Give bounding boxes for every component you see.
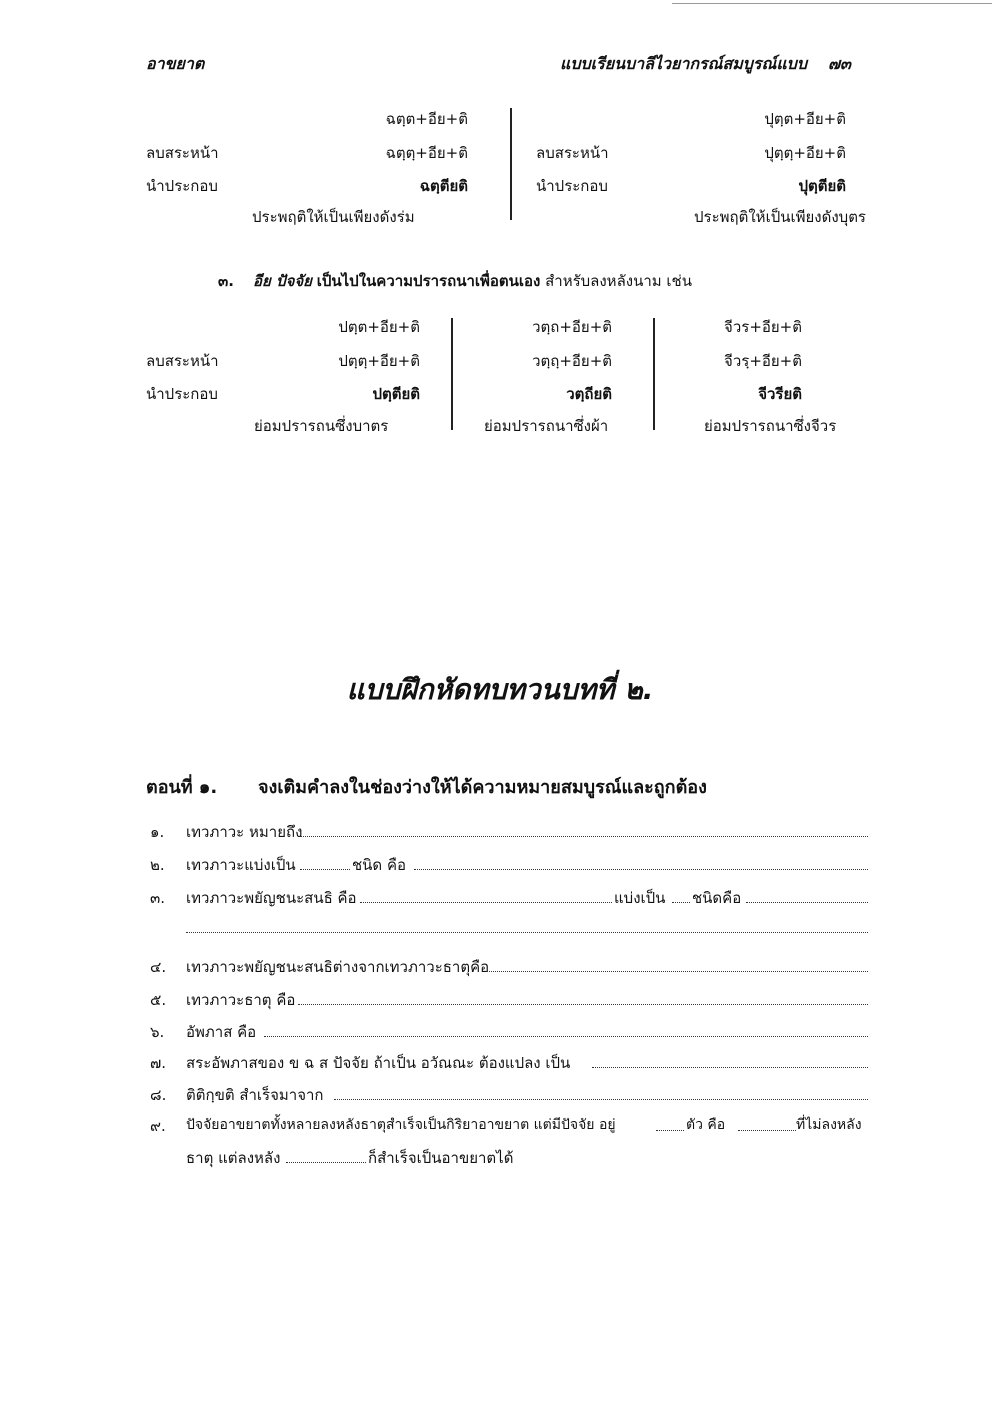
t2-c3-result: จีวรียติ: [758, 385, 802, 403]
table1-divider: [510, 108, 512, 220]
t1-left-delete-formula: ฉตฺตฺ+อีย+ติ: [385, 144, 468, 162]
item-6-number: ๖.: [150, 1023, 165, 1041]
t2-c1-result: ปตฺตียติ: [372, 385, 420, 403]
header-left: อาขยาต: [146, 54, 205, 73]
item-7-text: สระอัพภาสของ ข ฉ ส ปัจจัย ถ้าเป็น อวัณณะ ต้องแปลง เป็น: [186, 1054, 571, 1072]
item-2-text-a: เทวภาวะแบ่งเป็น: [186, 856, 296, 874]
t1-right-delete-formula: ปุตฺตฺ+อีย+ติ: [764, 144, 846, 162]
t1-left-result: ฉตฺตียติ: [419, 177, 468, 195]
item-9-number: ๙.: [150, 1117, 166, 1135]
t2-delete-label: ลบสระหน้า: [146, 352, 219, 370]
t2-c1-formula: ปตฺต+อีย+ติ: [338, 318, 420, 336]
item-5-blank[interactable]: [298, 1004, 868, 1005]
t1-right-result: ปุตฺตียติ: [798, 177, 846, 195]
item-6-text: อัพภาส คือ: [186, 1023, 257, 1041]
item-7-number: ๗.: [150, 1054, 167, 1072]
item-5-number: ๕.: [150, 991, 167, 1009]
item-9-blank-1[interactable]: [656, 1130, 684, 1131]
t2-combine-label: นำประกอบ: [146, 385, 218, 403]
item-3-text-a: เทวภาวะพยัญชนะสนธิ คือ: [186, 889, 357, 907]
item-3-text-b: แบ่งเป็น: [614, 889, 666, 907]
item-4-blank[interactable]: [486, 971, 868, 972]
t2-c1-meaning: ย่อมปรารถนซึ่งบาตร: [254, 417, 389, 435]
t1-right-formula: ปุตฺต+อีย+ติ: [764, 110, 846, 128]
item-8-text: ติติกฺขติ สำเร็จมาจาก: [186, 1086, 324, 1104]
item-9-text-a: ปัจจัยอาขยาตทั้งหลายลงหลังธาตุสำเร็จเป็นกิริยาอาขยาต แต่มีปัจจัย อยู่: [186, 1117, 616, 1133]
item-7-blank[interactable]: [592, 1067, 868, 1068]
item-1-blank[interactable]: [300, 836, 868, 837]
item-9-blank-3[interactable]: [286, 1162, 366, 1163]
item-1-number: ๑.: [150, 823, 165, 841]
part-label: ตอนที่ ๑.: [146, 777, 218, 798]
item-3-blank-2[interactable]: [672, 902, 690, 903]
section3-number: ๓.: [218, 272, 234, 290]
item-9-line2-b: ก็สำเร็จเป็นอาขยาตได้: [368, 1149, 514, 1167]
section3-term: อีย ปัจจัย: [253, 272, 312, 290]
item-9-line2-a: ธาตุ แต่ลงหลัง: [186, 1149, 281, 1167]
t1-right-delete-label: ลบสระหน้า: [536, 144, 609, 162]
page-number: ๗๓: [828, 54, 851, 73]
item-3-blank-3[interactable]: [746, 902, 868, 903]
item-6-blank[interactable]: [264, 1036, 868, 1037]
t2-c2-result: วตฺถียติ: [566, 385, 612, 403]
t1-right-combine-label: นำประกอบ: [536, 177, 608, 195]
item-8-number: ๘.: [150, 1086, 167, 1104]
item-3-blank-1[interactable]: [360, 902, 612, 903]
t2-c2-meaning: ย่อมปรารถนาซึ่งผ้า: [484, 417, 609, 435]
item-9-text-c: ที่ไม่ลงหลัง: [796, 1117, 862, 1133]
item-8-blank[interactable]: [334, 1099, 868, 1100]
t1-left-combine-label: นำประกอบ: [146, 177, 218, 195]
item-3-number: ๓.: [150, 889, 166, 907]
scan-edge-line: [672, 3, 992, 4]
item-2-blank-1[interactable]: [300, 869, 350, 870]
t2-c2-formula: วตฺถ+อีย+ติ: [532, 318, 612, 336]
t1-left-meaning: ประพฤติให้เป็นเพียงดังร่ม: [252, 208, 415, 226]
t2-c3-meaning: ย่อมปรารถนาซึ่งจีวร: [704, 417, 837, 435]
item-3-blank-line2[interactable]: [186, 932, 868, 933]
table2-divider-2: [653, 318, 655, 430]
header-book-title: แบบเรียนบาลีไวยากรณ์สมบูรณ์แบบ: [560, 54, 807, 73]
item-2-blank-2[interactable]: [414, 869, 868, 870]
t2-c2-delete-formula: วตฺถฺ+อีย+ติ: [532, 352, 612, 370]
item-9-text-b: ตัว คือ: [686, 1117, 726, 1133]
item-2-number: ๒.: [150, 856, 165, 874]
item-4-text: เทวภาวะพยัญชนะสนธิต่างจากเทวภาวะธาตุคือ: [186, 958, 490, 976]
section3-heading: [218, 269, 692, 293]
t2-c3-formula: จีวร+อีย+ติ: [724, 318, 802, 336]
exercise-title: แบบฝึกหัดทบทวนบทที่ ๒.: [346, 673, 654, 706]
item-4-number: ๔.: [150, 958, 167, 976]
t1-left-delete-label: ลบสระหน้า: [146, 144, 219, 162]
item-5-text: เทวภาวะธาตุ คือ: [186, 991, 296, 1009]
t1-left-formula: ฉตฺต+อีย+ติ: [385, 110, 468, 128]
table2-divider-1: [451, 318, 453, 430]
t2-c1-delete-formula: ปตฺตฺ+อีย+ติ: [338, 352, 420, 370]
section3-rest: สำหรับลงหลังนาม เช่น: [545, 272, 692, 290]
item-2-text-b: ชนิด คือ: [352, 856, 406, 874]
t1-right-meaning: ประพฤติให้เป็นเพียงดังบุตร: [694, 208, 866, 226]
section3-bold-text: เป็นไปในความปรารถนาเพื่อตนเอง: [316, 272, 541, 290]
item-1-text: เทวภาวะ หมายถึง: [186, 823, 303, 841]
t2-c3-delete-formula: จีวรฺ+อีย+ติ: [724, 352, 802, 370]
part-instruction: จงเติมคำลงในช่องว่างให้ได้ความหมายสมบูรณ์และถูกต้อง: [258, 777, 707, 798]
item-9-blank-2[interactable]: [738, 1130, 796, 1131]
item-3-text-c: ชนิดคือ: [692, 889, 742, 907]
